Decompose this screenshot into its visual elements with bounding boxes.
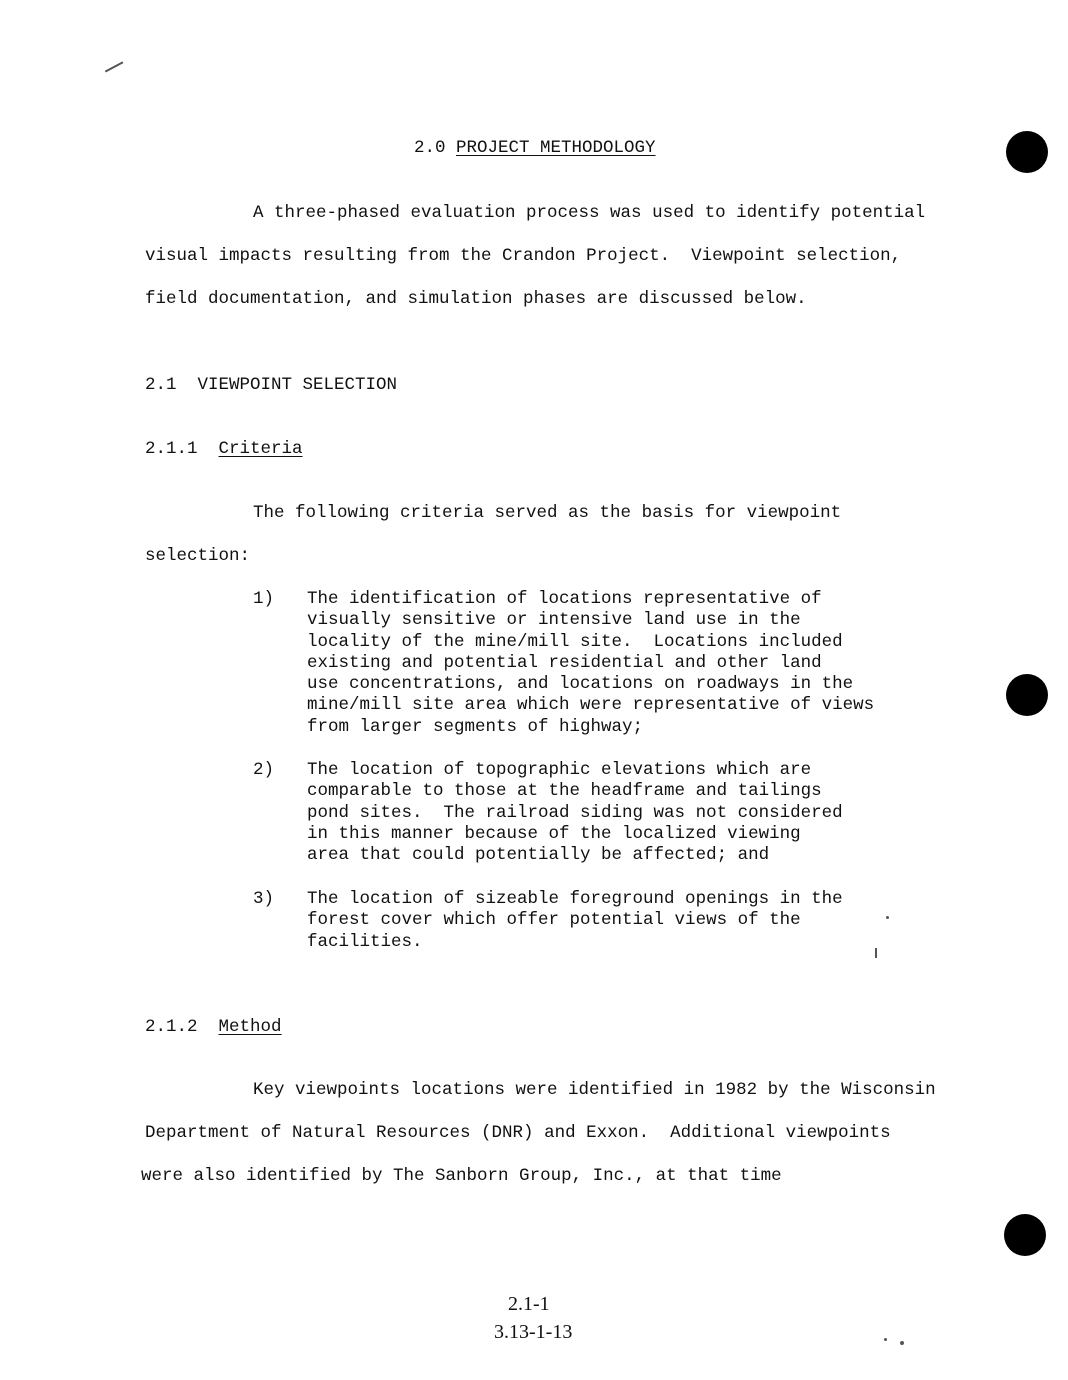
punch-hole-middle bbox=[1006, 674, 1048, 716]
section-2-1-1-title: Criteria bbox=[218, 439, 303, 459]
section-2-1-2-number: 2.1.2 bbox=[145, 1017, 198, 1037]
section-2-1-heading bbox=[145, 375, 397, 396]
heading-title: PROJECT METHODOLOGY bbox=[456, 138, 656, 158]
intro-line-1: A three-phased evaluation process was used to identify potential bbox=[253, 203, 926, 223]
criteria-item-number: 3) bbox=[253, 889, 275, 909]
punch-hole-bottom bbox=[1004, 1214, 1046, 1256]
scan-mark bbox=[884, 1338, 887, 1341]
section-2-1-number: 2.1 bbox=[145, 375, 177, 395]
intro-line-3: field documentation, and simulation phases are discussed below. bbox=[145, 289, 807, 309]
document-number: 3.13-1-13 bbox=[494, 1321, 573, 1343]
scan-mark bbox=[900, 1341, 904, 1345]
section-2-1-title: VIEWPOINT SELECTION bbox=[197, 375, 398, 395]
criteria-para-line-2: selection: bbox=[145, 546, 251, 566]
section-2-1-1-heading bbox=[145, 439, 303, 460]
criteria-para-line-1: The following criteria served as the basis for viewpoint bbox=[253, 503, 842, 523]
method-line-1: Key viewpoints locations were identified in 1982 by the Wisconsin bbox=[253, 1080, 936, 1100]
section-2-1-1-number: 2.1.1 bbox=[145, 439, 198, 459]
scan-mark bbox=[886, 916, 889, 919]
criteria-item-text: The location of sizeable foreground openings in the forest cover which offer potential views of the facilities. bbox=[307, 889, 843, 952]
criteria-item-number: 1) bbox=[253, 589, 275, 609]
scan-mark bbox=[105, 61, 123, 72]
page-number: 2.1-1 bbox=[508, 1293, 550, 1315]
section-2-1-2-heading bbox=[145, 1017, 282, 1038]
heading-number: 2.0 bbox=[414, 138, 446, 158]
section-2-1-2-title: Method bbox=[218, 1017, 282, 1037]
section-heading bbox=[414, 138, 656, 159]
punch-hole-top bbox=[1006, 131, 1048, 173]
scan-mark bbox=[875, 948, 877, 958]
criteria-item-text: The location of topographic elevations which are comparable to those at the headframe and tailings pond sites. The railroad siding was not considered in this manner because of the localized viewing area that could potentially be affected; and bbox=[307, 760, 843, 866]
criteria-item-text: The identification of locations representative of visually sensitive or intensive land use in the locality of the mine/mill site. Locations included existing and potential residential and other land use concentrations, and locations on roadways in the mine/mill site area which were representative of views from larger segments of highway; bbox=[307, 589, 875, 737]
method-line-2: Department of Natural Resources (DNR) and Exxon. Additional viewpoints bbox=[145, 1123, 891, 1143]
criteria-item-number: 2) bbox=[253, 760, 275, 780]
intro-line-2: visual impacts resulting from the Crandon Project. Viewpoint selection, bbox=[145, 246, 902, 266]
method-line-3: were also identified by The Sanborn Group, Inc., at that time bbox=[141, 1166, 782, 1186]
